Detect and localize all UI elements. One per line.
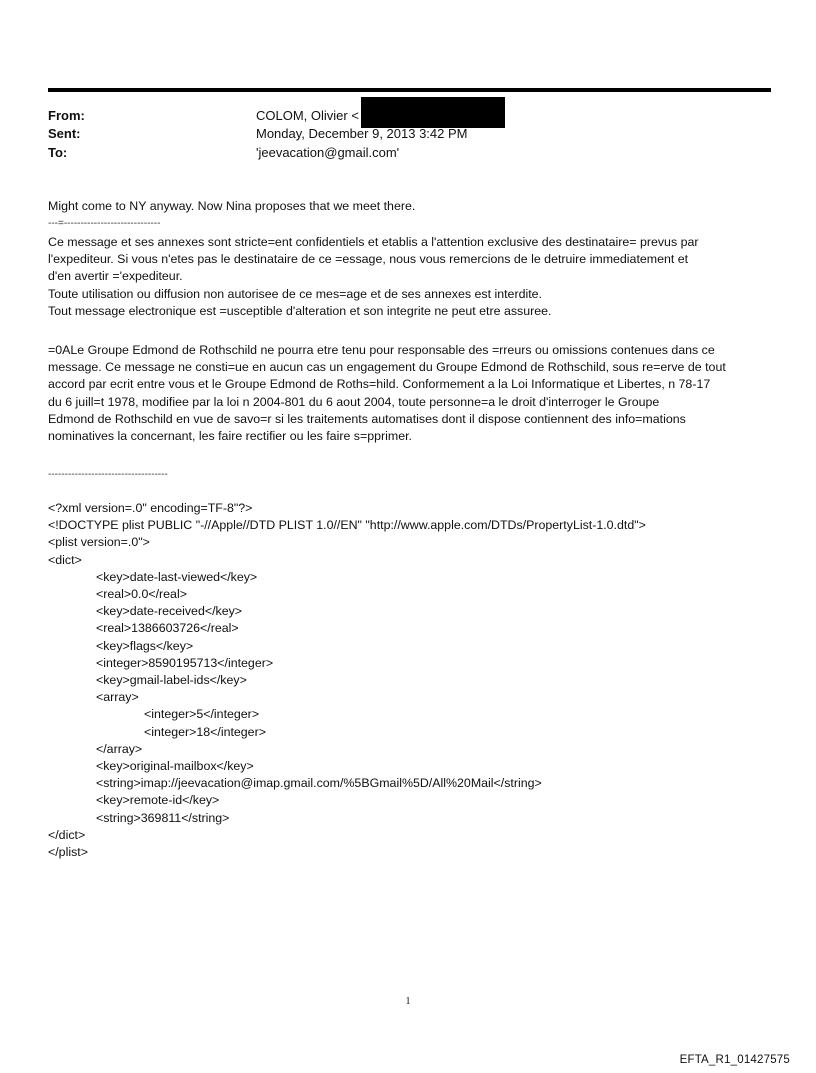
disclaimer-line: Ce message et ses annexes sont stricte=ent confidentiels et etablis a l'attention exclusive des destinataire= prevus par xyxy=(48,235,699,249)
disclaimer-line: Toute utilisation ou diffusion non autorisee de ce mes=age et de ses annexes est interdite. xyxy=(48,286,542,301)
disclaimer-line: d'en avertir ='expediteur. xyxy=(48,269,183,284)
xml-line: </array> xyxy=(96,741,143,756)
xml-block xyxy=(48,500,646,861)
xml-line: <real>1386603726</real> xyxy=(96,621,239,636)
disclaimer-line: nominatives la concernant, les faire rectifier ou les faire s=pprimer. xyxy=(48,429,412,444)
xml-line: <string>imap://jeevacation@imap.gmail.com/%5BGmail%5D/All%20Mail</string> xyxy=(96,776,542,791)
disclaimer-paragraph-1 xyxy=(48,234,778,320)
redaction-box xyxy=(361,97,505,128)
disclaimer-line: message. Ce message ne consti=ue en aucun cas un engagement du Groupe Edmond de Rothschild, sous re=erve de tout xyxy=(48,360,726,375)
xml-line: <key>original-mailbox</key> xyxy=(96,759,254,774)
xml-line: <plist version=.0"> xyxy=(48,535,150,550)
separator: ---=----------------------------- xyxy=(48,218,161,230)
xml-line: <real>0.0</real> xyxy=(96,587,187,602)
header-rule xyxy=(48,88,771,92)
disclaimer-line: du 6 juill=t 1978, modifiee par la loi n 2004-801 du 6 aout 2004, toute personne=a le droit d'interroger le Groupe xyxy=(48,394,660,409)
message-body xyxy=(48,198,778,232)
xml-line: <integer>8590195713</integer> xyxy=(96,655,274,670)
document-id: EFTA_R1_01427575 xyxy=(679,1054,790,1066)
separator-block xyxy=(48,466,778,483)
xml-line: <integer>18</integer> xyxy=(144,724,266,739)
disclaimer-line: Edmond de Rothschild en vue de savo=r si les traitements automatises dont il dispose contiennent des info=mations xyxy=(48,411,686,426)
sent-label: Sent: xyxy=(48,126,81,141)
xml-line: <key>gmail-label-ids</key> xyxy=(96,673,247,688)
from-value: COLOM, Olivier < xyxy=(256,108,359,123)
from-label: From: xyxy=(48,108,85,123)
sent-value: Monday, December 9, 2013 3:42 PM xyxy=(256,126,468,141)
disclaimer-line: =0ALe Groupe Edmond de Rothschild ne pourra etre tenu pour responsable des =rreurs ou omissions contenues dans ce xyxy=(48,343,715,357)
xml-line: </plist> xyxy=(48,845,88,860)
disclaimer-line: accord par ecrit entre vous et le Groupe Edmond de Roths=hild. Conformement a la Loi Informatique et Libertes, n 78-17 xyxy=(48,377,711,392)
xml-line: <array> xyxy=(96,690,139,705)
xml-line: <?xml version=.0" encoding=TF-8"?> xyxy=(48,501,253,515)
xml-line: <dict> xyxy=(48,552,82,567)
xml-line: <key>date-last-viewed</key> xyxy=(96,569,258,584)
xml-line: <key>remote-id</key> xyxy=(96,793,220,808)
xml-line: <string>369811</string> xyxy=(96,810,230,825)
disclaimer-line: l'expediteur. Si vous n'etes pas le destinataire de ce =essage, nous vous remercions de le detruire immediatement et xyxy=(48,252,689,267)
xml-line: </dict> xyxy=(48,827,86,842)
xml-line: <key>date-received</key> xyxy=(96,604,243,619)
message-line: Might come to NY anyway. Now Nina proposes that we meet there. xyxy=(48,199,416,213)
disclaimer-paragraph-2 xyxy=(48,342,778,445)
xml-line: <integer>5</integer> xyxy=(144,707,260,722)
xml-line: <!DOCTYPE plist PUBLIC "-//Apple//DTD PLIST 1.0//EN" "http://www.apple.com/DTDs/PropertyList-1.0.dtd"> xyxy=(48,518,646,533)
to-value: 'jeevacation@gmail.com' xyxy=(256,145,400,160)
page-number: 1 xyxy=(405,996,411,1007)
xml-line: <key>flags</key> xyxy=(96,638,194,653)
to-label: To: xyxy=(48,145,68,160)
disclaimer-line: Tout message electronique est =usceptible d'alteration et son integrite ne peut etre assuree. xyxy=(48,303,552,318)
separator: ------------------------------------ xyxy=(48,469,168,480)
